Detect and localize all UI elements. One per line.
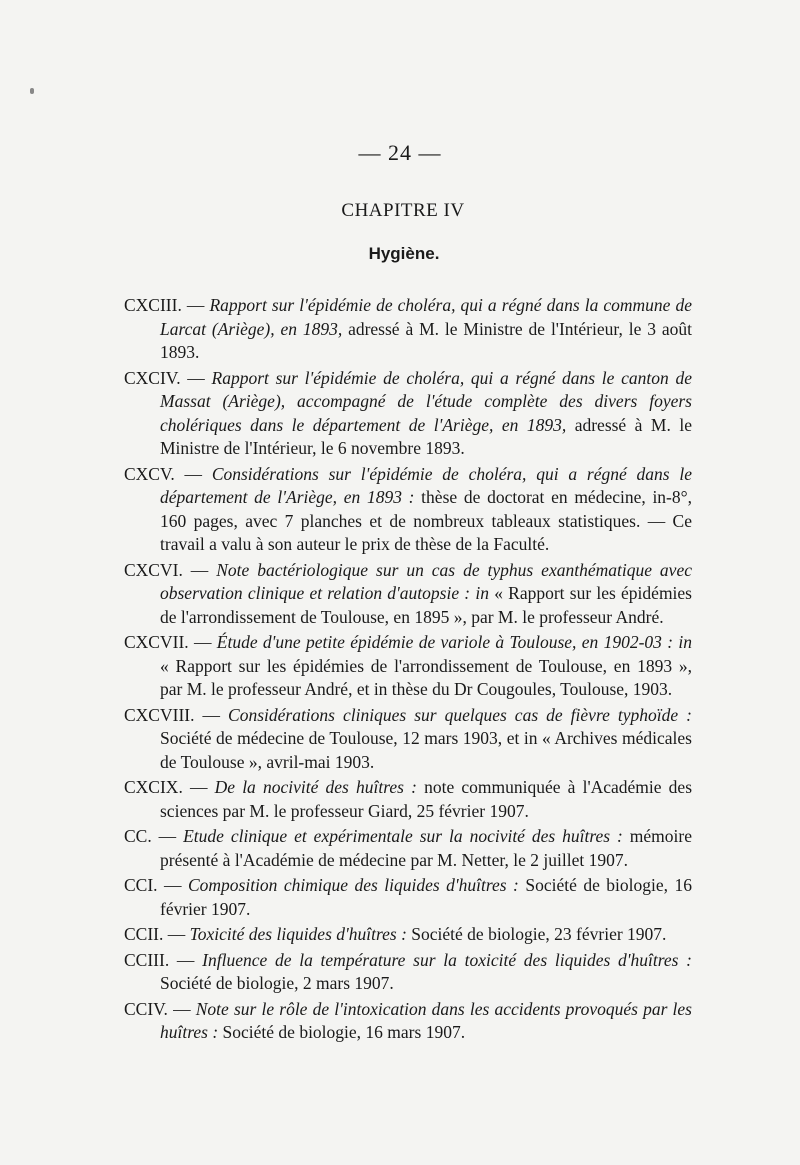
page-speck bbox=[30, 88, 34, 94]
page-number: — 24 — bbox=[358, 140, 442, 165]
chapter-heading: CHAPITRE IV bbox=[341, 200, 465, 221]
bibliography-entry: CCIII. — Influence de la température sur la toxicité des liquides d'huîtres : Société de biologie, 2 mars 1907. bbox=[124, 949, 692, 993]
bibliography-entry: CXCVIII. — Considérations cliniques sur quelques cas de fièvre typhoïde : Société de médecine de Toulouse, 12 mars 1903, et in « Archives médicales de Toulouse », avril-mai 1903. bbox=[124, 704, 692, 772]
section-heading: Hygiène. bbox=[368, 244, 440, 263]
bibliography-entry: CCII. — Toxicité des liquides d'huîtres : Société de biologie, 23 février 1907. bbox=[124, 924, 667, 944]
bibliography-list bbox=[124, 294, 692, 1047]
bibliography-entry: CXCVII. — Étude d'une petite épidémie de variole à Toulouse, en 1902-03 : in « Rapport sur les épidémies de l'arrondissement de Toulouse, en 1893 », par M. le professeur André, et in thèse du Dr Cougoules, Toulouse, 1903. bbox=[124, 632, 692, 699]
bibliography-entry: CCIV. — Note sur le rôle de l'intoxication dans les accidents provoqués par les huîtres : Société de biologie, 16 mars 1907. bbox=[124, 998, 692, 1042]
bibliography-entry: CXCV. — Considérations sur l'épidémie de choléra, qui a régné dans le département de l'Ariège, en 1893 : thèse de doctorat en médecine, in-8°, 160 pages, avec 7 planches et de nombreux tableaux statistiques. — Ce travail a valu à son auteur le prix de thèse de la Faculté. bbox=[124, 463, 693, 554]
bibliography-entry: CC. — Etude clinique et expérimentale sur la nocivité des huîtres : mémoire présenté à l'Académie de médecine par M. Netter, le 2 juillet 1907. bbox=[124, 826, 692, 870]
bibliography-entry: CXCIII. — Rapport sur l'épidémie de choléra, qui a régné dans la commune de Larcat (Ariège), en 1893, adressé à M. le Ministre de l'Intérieur, le 3 août 1893. bbox=[124, 295, 692, 362]
bibliography-entry: CXCVI. — Note bactériologique sur un cas de typhus exanthématique avec observation clinique et relation d'autopsie : in « Rapport sur les épidémies de l'arrondissement de Toulouse, en 1895 », par M. le professeur André. bbox=[124, 559, 692, 627]
bibliography-entry: CXCIV. — Rapport sur l'épidémie de choléra, qui a régné dans le canton de Massat (Ariège), accompagné de l'étude complète des divers foyers cholériques dans le département de l'Ariège, en 1893, adressé à M. le Ministre de l'Intérieur, le 6 novembre 1893. bbox=[124, 367, 692, 458]
bibliography-entry: CCI. — Composition chimique des liquides d'huîtres : Société de biologie, 16 février 1907. bbox=[124, 875, 692, 919]
bibliography-entry: CXCIX. — De la nocivité des huîtres : note communiquée à l'Académie des sciences par M. le professeur Giard, 25 février 1907. bbox=[124, 777, 693, 821]
